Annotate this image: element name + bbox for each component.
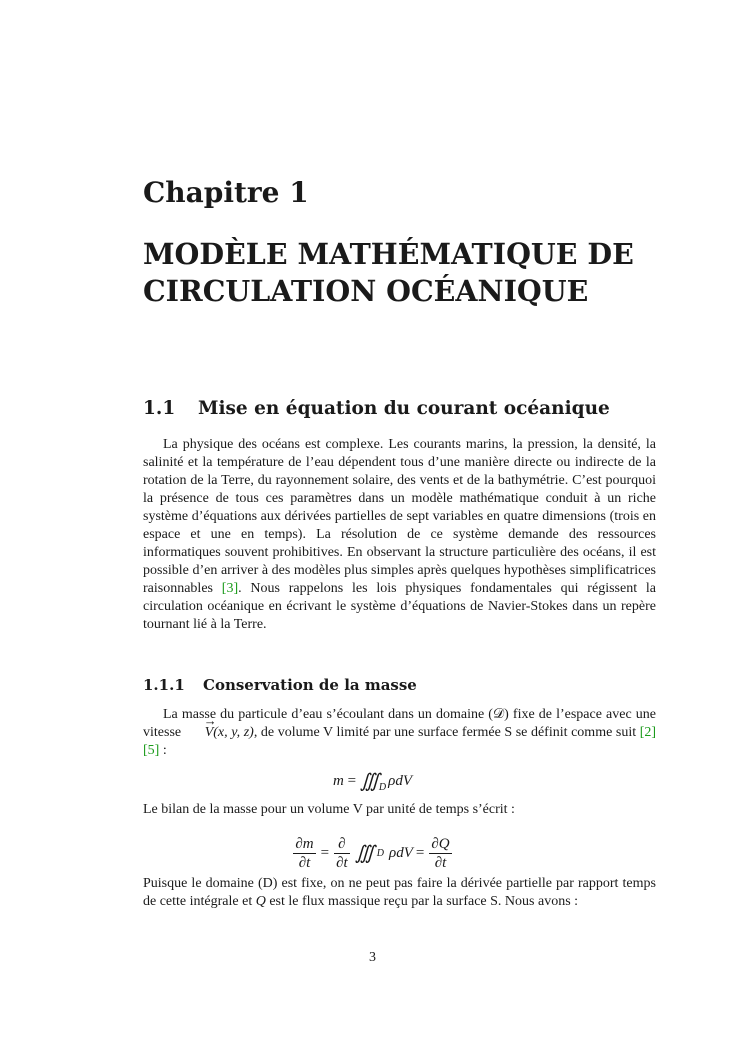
section-paragraph [143, 436, 656, 634]
subsection-paragraph-3 [143, 875, 656, 911]
fraction-dm-dt [293, 835, 315, 872]
p1-mid: ) fixe de l’espace avec une vitesse [143, 707, 656, 740]
equals-sign: = [320, 845, 330, 861]
frac-numerator: ∂ [334, 835, 350, 854]
paragraph-text-1: La physique des océans est complexe. Les courants marins, la pression, la densité, la salinité et la température de l’eau dépendent tous d’une manière directe ou indirecte de la rotation de la Terre, du rayonnement solaire, des vents et de la bathymétrie. C’est pourquoi la présence de tous ces paramètres dans un modèle mathématique conduit à un riche système d’équations aux dérivées partielles de sept variables en quatre dimensions (trois en espace et une en temps). La résolution de ce système demande des ressources informatiques souvent prohibitives. En observant la structure particulière des océans, il est possible d’en arriver à des modèles plus simples après quelques hypothèses simplificatrices raisonnables [143, 437, 656, 596]
p1-end: , de volume V limité par une surface fermée S se définit comme suit [253, 725, 640, 740]
velocity-args: (x, y, z) [213, 725, 254, 740]
equation-mass [0, 770, 745, 793]
flux-symbol: Q [255, 894, 266, 909]
section-title: Mise en équation du courant océanique [198, 398, 610, 419]
equation-mass-balance [0, 835, 745, 872]
page-number: 3 [369, 950, 376, 965]
paragraph-text-2: . Nous rappelons les lois physiques fondamentales qui régissent la circulation océanique en écrivant le système d’équations de Navier-Stokes dans un repère tournant lié à la Terre. [143, 581, 656, 632]
fraction-dQ-dt [429, 835, 451, 872]
triple-integral-symbol: ∭ [354, 843, 371, 864]
frac-denominator: ∂t [434, 855, 447, 871]
subsection-paragraph-1 [143, 706, 656, 760]
fraction-d-dt [334, 835, 350, 872]
frac-denominator: ∂t [336, 855, 348, 871]
velocity-vector: → V [185, 724, 214, 742]
eq2-integrand: ρdV [389, 845, 413, 861]
eq1-equals: = [343, 773, 360, 789]
frac-numerator: ∂Q [431, 836, 450, 852]
subsection-number: 1.1.1 [143, 676, 185, 694]
eq1-domain: D [378, 782, 387, 793]
p1-start: La masse du particule d’eau s’écoulant dans un domaine ( [163, 707, 493, 722]
chapter-label: Chapitre 1 [143, 176, 309, 209]
citation-link-5[interactable]: [5] [143, 743, 160, 758]
chapter-title: MODÈLE MATHÉMATIQUE DE CIRCULATION OCÉANIQUE [143, 237, 634, 308]
subsection-heading [143, 676, 417, 694]
subsection-paragraph-2: Le bilan de la masse pour un volume V par unité de temps s’écrit : [143, 802, 515, 817]
subsection-title: Conservation de la masse [203, 676, 417, 694]
frac-denominator: ∂t [298, 855, 311, 871]
p3-end: est le flux massique reçu par la surface S. Nous avons : [265, 894, 579, 909]
triple-integral-symbol: ∭ [359, 771, 376, 792]
domain-symbol: 𝒟 [492, 707, 505, 722]
eq1-lhs: m [332, 773, 344, 789]
eq2-domain: D [376, 848, 385, 859]
p3-start: Puisque le domaine (D) est fixe, on ne peut pas faire la dérivée partielle par rapport temps de cette intégrale et [143, 876, 656, 909]
equals-sign: = [415, 845, 425, 861]
section-heading [143, 398, 610, 419]
eq1-integrand: ρdV [388, 773, 412, 789]
frac-numerator: ∂m [295, 836, 314, 852]
p1-colon: : [159, 743, 167, 758]
section-number: 1.1 [143, 398, 176, 419]
citation-link[interactable]: [3] [221, 581, 239, 596]
citation-link-2[interactable]: [2] [639, 725, 657, 740]
